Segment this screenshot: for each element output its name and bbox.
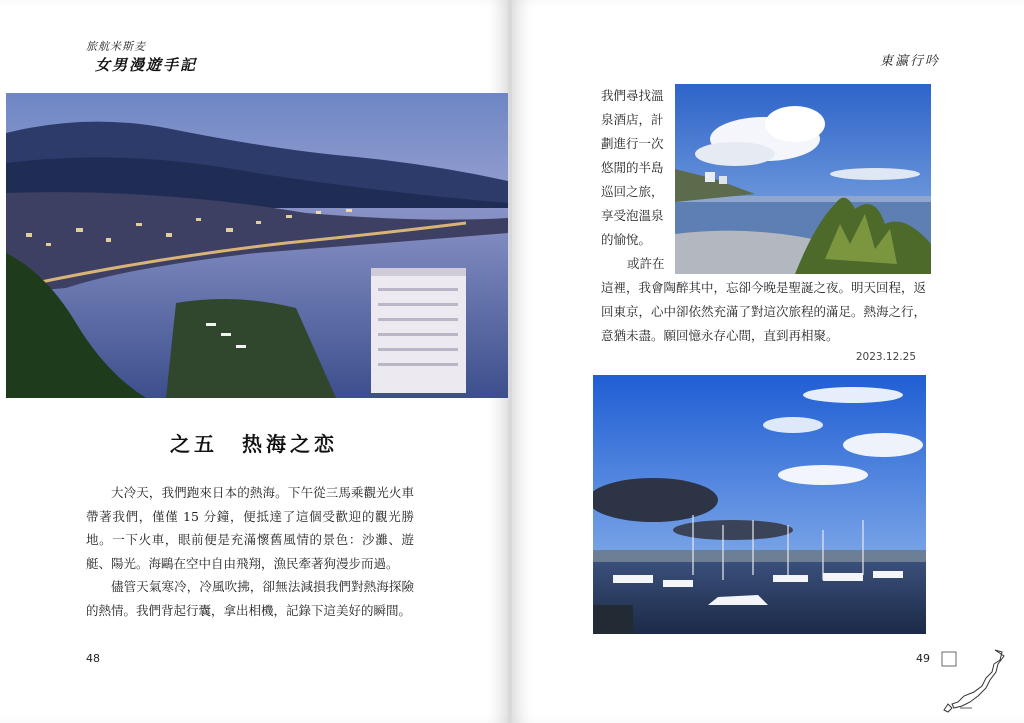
paragraph-line: 回東京，心中卻依然充滿了對這次旅程的滿足。熱海之行， bbox=[601, 304, 927, 319]
right-page bbox=[512, 0, 1024, 723]
paragraph-line: 這裡，我會陶醉其中，忘卻今晚是聖誕之夜。明天回程，返 bbox=[601, 280, 927, 295]
brand-line-top: 旅航米斯麦 bbox=[86, 40, 146, 53]
brand-right: 東瀛行吟 bbox=[879, 54, 940, 69]
date-stamp: 2023.12.25 bbox=[855, 351, 916, 363]
paragraph-line: 意猶未盡。願回憶永存心間，直到再相聚。 bbox=[601, 328, 839, 343]
side-line: 泉酒店，計 bbox=[601, 112, 664, 127]
side-line: 享受泡溫泉 bbox=[601, 208, 664, 223]
body-text-left bbox=[86, 481, 414, 622]
left-page bbox=[0, 0, 508, 723]
chapter-title: 之五 热海之恋 bbox=[170, 432, 338, 456]
side-text bbox=[601, 84, 681, 276]
para-start: 或許在 bbox=[627, 256, 665, 271]
page-number-left: 48 bbox=[86, 652, 100, 665]
coast-photo bbox=[675, 84, 931, 274]
side-line: 的愉悅。 bbox=[601, 232, 652, 247]
atami-night-photo bbox=[6, 93, 508, 398]
brand-line-main: 女男漫遊手記 bbox=[95, 56, 198, 74]
page-number-right: 49 bbox=[916, 652, 930, 665]
side-line: 我們尋找溫 bbox=[601, 88, 664, 103]
paragraph-1: 大冷天，我們跑來日本的熱海。下午從三馬乘觀光火車帶著我們，僅僅 15 分鐘，便抵達了這個受歡迎的觀光勝地。一下火車，眼前便是充滿懷舊風情的景色：沙灘、遊艇、陽光。海鷗在空中自由飛翔，漁民牽著狗漫步而過。 bbox=[86, 485, 414, 571]
marina-photo bbox=[593, 375, 926, 634]
paragraph-2: 儘管天氣寒冷，冷風吹拂，卻無法減損我們對熱海探險的熱情。我們背起行囊，拿出相機，記錄下這美好的瞬間。 bbox=[86, 579, 414, 618]
side-line: 巡回之旅， bbox=[601, 184, 664, 199]
japan-map-icon bbox=[940, 646, 1010, 716]
right-paragraph bbox=[601, 276, 933, 348]
side-line: 悠閒的半島 bbox=[601, 160, 664, 175]
side-line: 劃進行一次 bbox=[601, 136, 664, 151]
